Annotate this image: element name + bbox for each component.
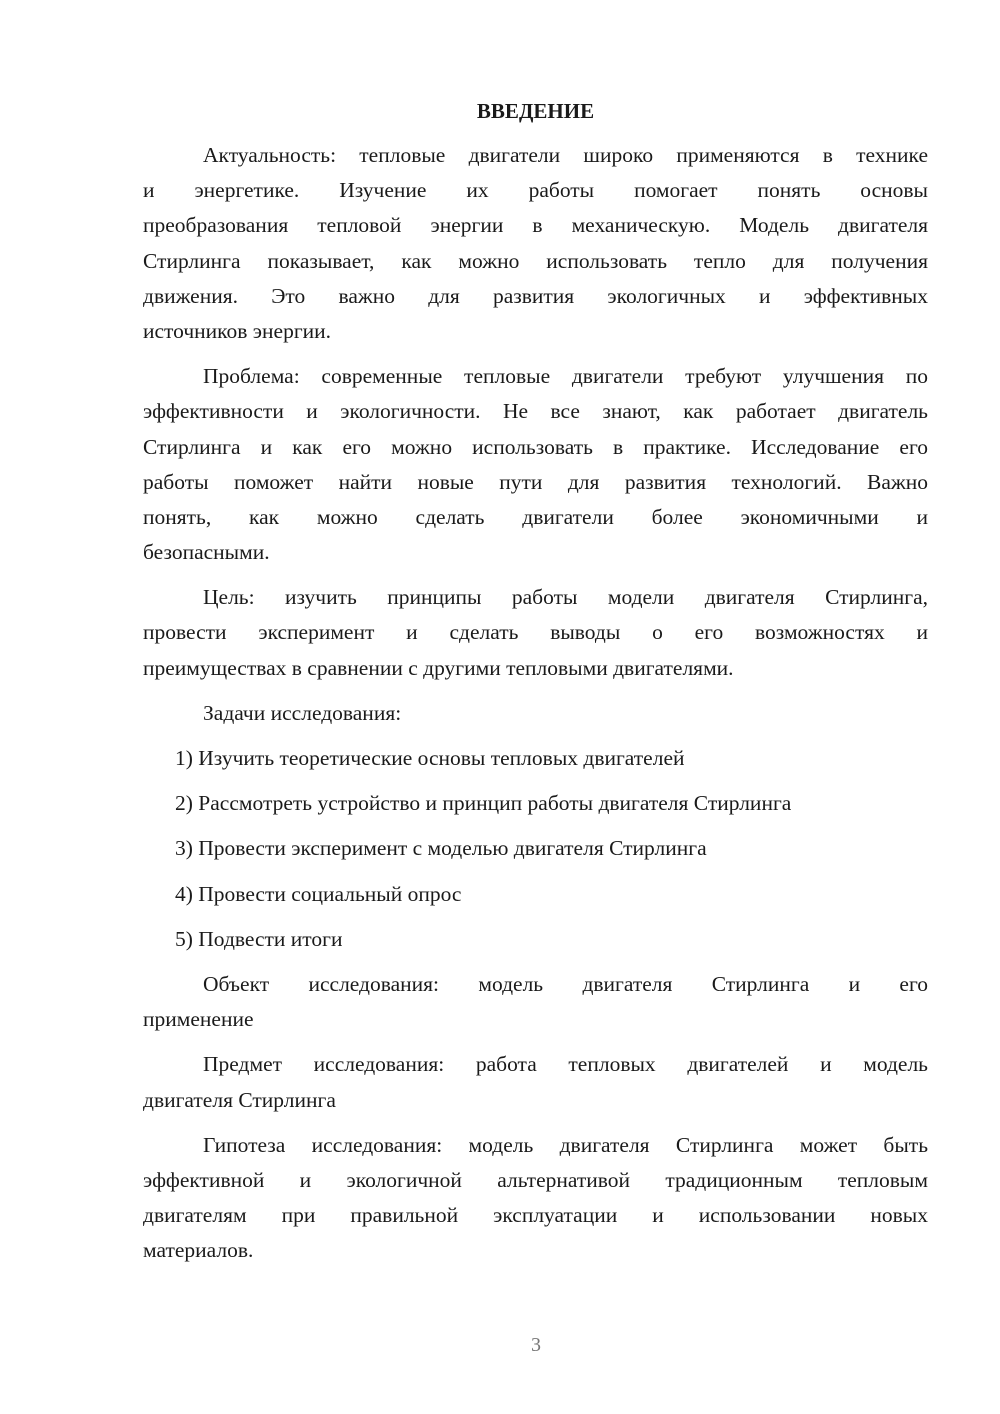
task-list-item: 4) Провести социальный опрос — [175, 881, 462, 906]
text-line: движения. Это важно для развития экологичных и эффективных — [143, 283, 928, 308]
text-line: безопасными. — [143, 540, 270, 565]
text-line: двигателям при правильной эксплуатации и использовании новых — [143, 1203, 928, 1228]
text-line: применение — [143, 1007, 254, 1032]
paragraph — [143, 138, 928, 349]
text-line: источников энергии. — [143, 318, 332, 343]
text-line: Актуальность: тепловые двигатели широко применяются в технике — [203, 143, 928, 167]
text-line: провести эксперимент и сделать выводы о его возможностях и — [143, 620, 928, 645]
paragraph — [143, 967, 928, 1037]
text-line: эффективной и экологичной альтернативой традиционным тепловым — [143, 1167, 928, 1192]
paragraph — [143, 580, 928, 686]
paragraph — [143, 1128, 928, 1269]
text-line: Гипотеза исследования: модель двигателя Стирлинга может быть — [203, 1132, 928, 1157]
text-line: Задачи исследования: — [203, 700, 402, 725]
task-list-item: 3) Провести эксперимент с моделью двигателя Стирлинга — [175, 836, 707, 861]
text-line: Цель: изучить принципы работы модели двигателя Стирлинга, — [203, 585, 928, 610]
text-line: преобразования тепловой энергии в механическую. Модель двигателя — [143, 213, 928, 238]
paragraph — [143, 359, 928, 570]
paragraph — [143, 696, 928, 731]
text-line: двигателя Стирлинга — [143, 1087, 336, 1112]
text-line: эффективности и экологичности. Не все знают, как работает двигатель — [143, 399, 928, 424]
text-line: Стирлинга и как его можно использовать в практике. Исследование его — [143, 434, 928, 459]
text-line: понять, как можно сделать двигатели более экономичными и — [143, 504, 928, 529]
text-line: Стирлинга показывает, как можно использовать тепло для получения — [143, 248, 928, 273]
task-list-item: 5) Подвести итоги — [175, 926, 343, 951]
page-body — [143, 96, 928, 1278]
text-line: Предмет исследования: работа тепловых двигателей и модель — [203, 1052, 928, 1077]
text-line: преимуществах в сравнении с другими тепловыми двигателями. — [143, 655, 734, 680]
section-title: ВВЕДЕНИЕ — [476, 99, 595, 123]
text-line: Проблема: современные тепловые двигатели требуют улучшения по — [203, 364, 928, 389]
task-list-item: 2) Рассмотреть устройство и принцип работы двигателя Стирлинга — [175, 791, 792, 816]
text-line: и энергетике. Изучение их работы помогает понять основы — [143, 178, 928, 203]
text-line: материалов. — [143, 1238, 254, 1263]
task-list-item: 1) Изучить теоретические основы тепловых двигателей — [175, 746, 685, 770]
text-line: работы поможет найти новые пути для развития технологий. Важно — [143, 469, 928, 494]
content — [143, 138, 928, 1268]
text-line: Объект исследования: модель двигателя Стирлинга и его — [203, 971, 928, 996]
page-number: 3 — [531, 1334, 541, 1356]
paragraph — [143, 1047, 928, 1117]
